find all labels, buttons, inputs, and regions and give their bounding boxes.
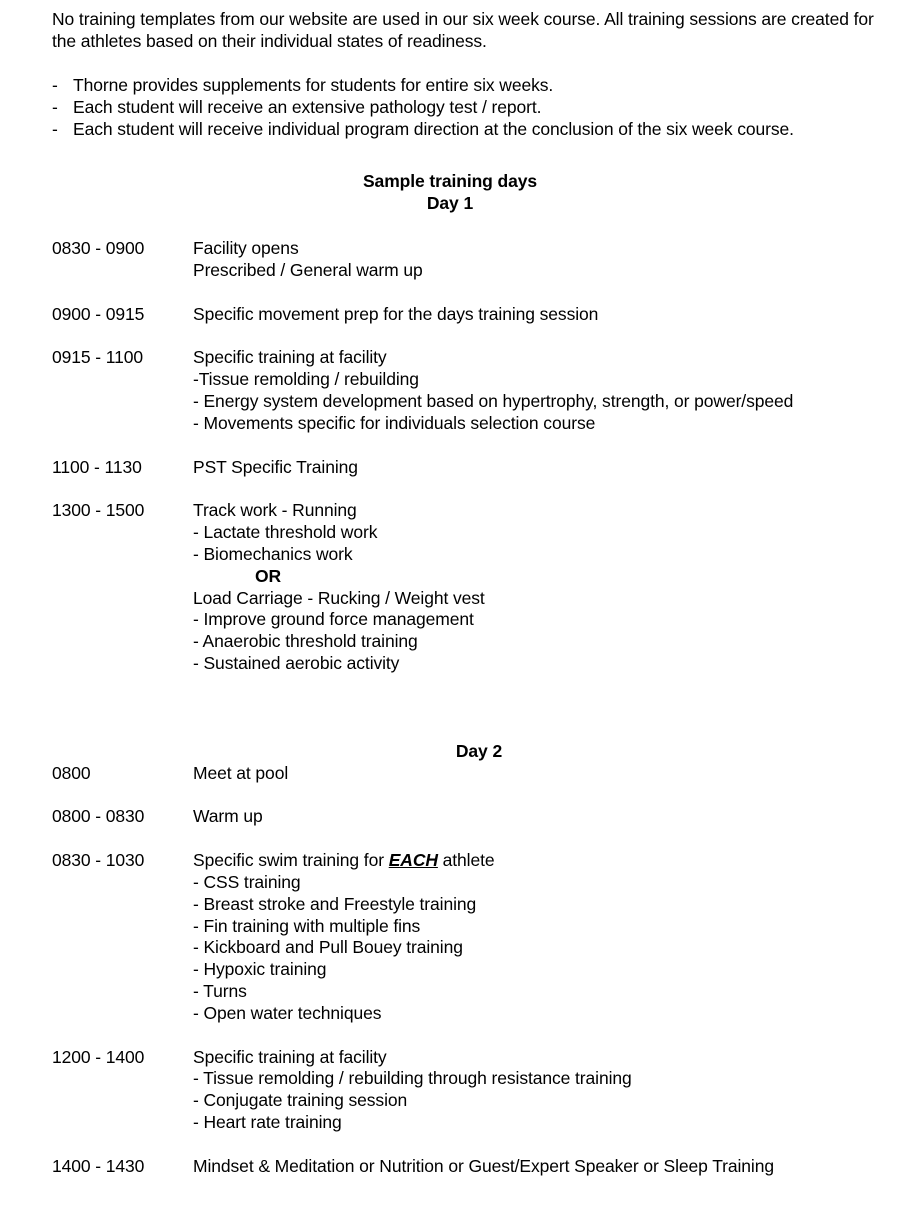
detail-line: - Hypoxic training — [193, 959, 327, 980]
detail-line: - Conjugate training session — [193, 1090, 408, 1111]
slot-time: 1200 - 1400 — [52, 1046, 145, 1067]
detail-line: Prescribed / General warm up — [193, 259, 423, 280]
list-item — [0, 74, 900, 96]
detail-line: Load Carriage - Rucking / Weight vest — [193, 587, 485, 608]
list-item-label: Thorne provides supplements for students for entire six weeks. — [73, 75, 554, 95]
detail-line: - Heart rate training — [193, 1111, 342, 1132]
slot-detail — [193, 1047, 900, 1156]
detail-line: - Biomechanics work — [193, 543, 353, 564]
table-row — [0, 457, 900, 501]
slot-time: 1300 - 1500 — [52, 500, 145, 521]
slot-time: 0915 - 1100 — [52, 347, 144, 368]
table-row — [0, 806, 900, 850]
detail-line: Specific movement prep for the days training session — [193, 303, 599, 324]
detail-line: -Tissue remolding / rebuilding — [193, 369, 419, 390]
detail-line: - Anaerobic threshold training — [193, 631, 418, 652]
intro-paragraph: No training templates from our website are used in our six week course. All training sessions are created for the athletes based on their individual states of readiness. — [52, 9, 874, 51]
slot-detail — [193, 850, 900, 1046]
table-row — [0, 850, 900, 1046]
detail-line: - Fin training with multiple fins — [193, 915, 421, 936]
day2-heading: Day 2 — [455, 740, 503, 761]
slot-detail — [193, 1156, 900, 1178]
day2-heading-row — [0, 741, 900, 763]
list-item — [0, 118, 900, 140]
swim-prefix: Specific swim training for — [193, 850, 389, 871]
detail-line: Specific training at facility — [193, 1046, 387, 1067]
detail-line: Meet at pool — [193, 762, 289, 783]
detail-line: Track work - Running — [193, 500, 357, 521]
list-item — [0, 96, 900, 118]
detail-line: - Turns — [193, 980, 247, 1001]
table-row — [0, 763, 900, 807]
detail-line: Warm up — [193, 806, 263, 827]
detail-line-swim — [193, 850, 884, 872]
slot-time: 0800 — [52, 762, 91, 783]
slot-time: 0900 - 0915 — [52, 303, 145, 324]
slot-time: 1400 - 1430 — [52, 1155, 145, 1176]
detail-line: - Lactate threshold work — [193, 522, 378, 543]
dash-bullet-icon: - — [52, 119, 58, 139]
slot-detail — [193, 347, 900, 456]
table-row — [0, 1047, 900, 1156]
day1-heading: Day 1 — [426, 193, 474, 213]
detail-line: Specific training at facility — [193, 347, 387, 368]
detail-line: - Breast stroke and Freestyle training — [193, 893, 477, 914]
detail-line: - Tissue remolding / rebuilding through resistance training — [193, 1068, 632, 1089]
slot-detail — [193, 500, 900, 740]
detail-line: Mindset & Meditation or Nutrition or Guest/Expert Speaker or Sleep Training — [193, 1155, 774, 1176]
day1-schedule-table — [0, 238, 900, 1178]
swim-suffix: athlete — [437, 850, 495, 871]
table-row — [0, 238, 900, 304]
or-separator-label: OR — [255, 565, 282, 586]
detail-line: - Kickboard and Pull Bouey training — [193, 937, 463, 958]
detail-line: - Energy system development based on hypertrophy, strength, or power/speed — [193, 390, 794, 411]
dash-bullet-icon: - — [52, 97, 58, 117]
detail-line: - Improve ground force management — [193, 609, 474, 630]
page-title: Sample training days — [362, 171, 538, 191]
slot-time: 1100 - 1130 — [52, 456, 142, 477]
slot-detail — [193, 763, 900, 807]
list-item-label: Each student will receive individual program direction at the conclusion of the six week course. — [73, 119, 794, 139]
detail-line: - CSS training — [193, 871, 301, 892]
slot-detail — [193, 238, 900, 304]
slot-time: 0800 - 0830 — [52, 806, 145, 827]
detail-line: - Open water techniques — [193, 1002, 382, 1023]
swim-emphasis: EACH — [388, 850, 438, 871]
table-row — [0, 1156, 900, 1178]
slot-detail — [193, 457, 900, 501]
slot-detail — [193, 304, 900, 348]
dash-bullet-icon: - — [52, 75, 58, 95]
slot-detail — [193, 806, 900, 850]
detail-line: - Movements specific for individuals selection course — [193, 412, 596, 433]
bullet-list — [0, 74, 900, 140]
slot-time: 0830 - 1030 — [52, 850, 145, 871]
detail-line: Facility opens — [193, 238, 299, 258]
table-row — [0, 500, 900, 740]
list-item-label: Each student will receive an extensive pathology test / report. — [73, 97, 542, 117]
detail-line: - Sustained aerobic activity — [193, 652, 400, 673]
slot-time-empty — [0, 741, 193, 763]
table-row — [0, 347, 900, 456]
table-row — [0, 304, 900, 348]
detail-line: PST Specific Training — [193, 456, 358, 477]
slot-time: 0830 - 0900 — [52, 238, 145, 258]
